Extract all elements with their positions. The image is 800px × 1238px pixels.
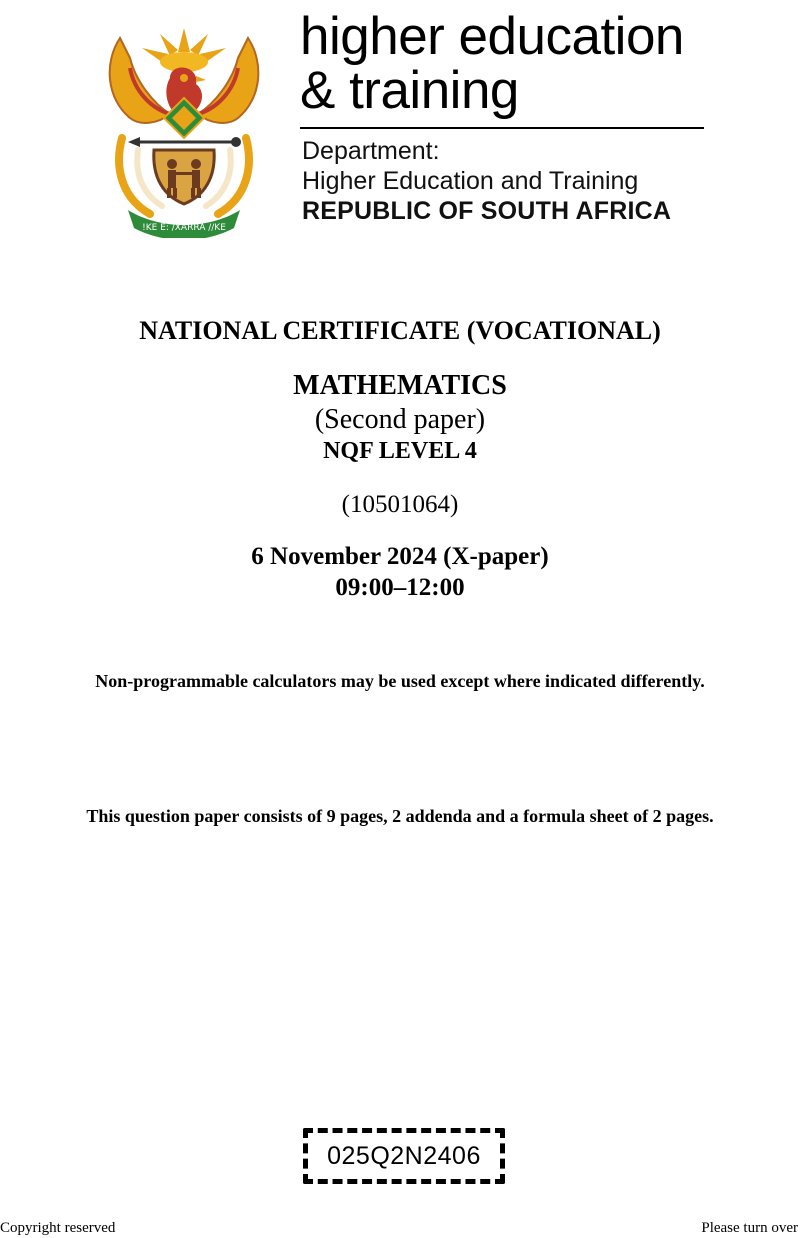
exam-time: 09:00–12:00 [335,574,465,601]
paper-subtitle: (Second paper) [314,404,486,435]
department-brand [300,7,720,225]
exam-date: 6 November 2024 (X-paper) [251,543,549,570]
brand-line-1: higher education [300,7,684,66]
nqf-level: NQF LEVEL 4 [323,438,477,464]
brand-divider [300,127,704,129]
crest-motto: !KE E: /XARRA //KE [142,223,226,233]
brand-line-2: & training [300,61,519,120]
calculator-note: Non-programmable calculators may be used except where indicated differently. [95,671,705,691]
dept-line-3: REPUBLIC OF SOUTH AFRICA [302,197,672,225]
dept-line-1: Department: [302,137,440,165]
coat-of-arms-icon [100,18,268,238]
paper-code-box [303,1128,505,1184]
dept-line-2: Higher Education and Training [302,167,639,195]
footer-copyright: Copyright reserved [0,1220,116,1236]
certificate-title: NATIONAL CERTIFICATE (VOCATIONAL) [139,316,661,345]
sun-rays [142,28,226,72]
footer-turn-over: Please turn over [701,1220,798,1236]
subject-code: (10501064) [341,491,459,518]
pages-note: This question paper consists of 9 pages, 2 addenda and a formula sheet of 2 pages. [86,806,714,826]
subject-title: MATHEMATICS [293,370,507,401]
paper-code: 025Q2N2406 [327,1141,481,1170]
department-name [302,136,671,226]
page-header [0,0,800,260]
